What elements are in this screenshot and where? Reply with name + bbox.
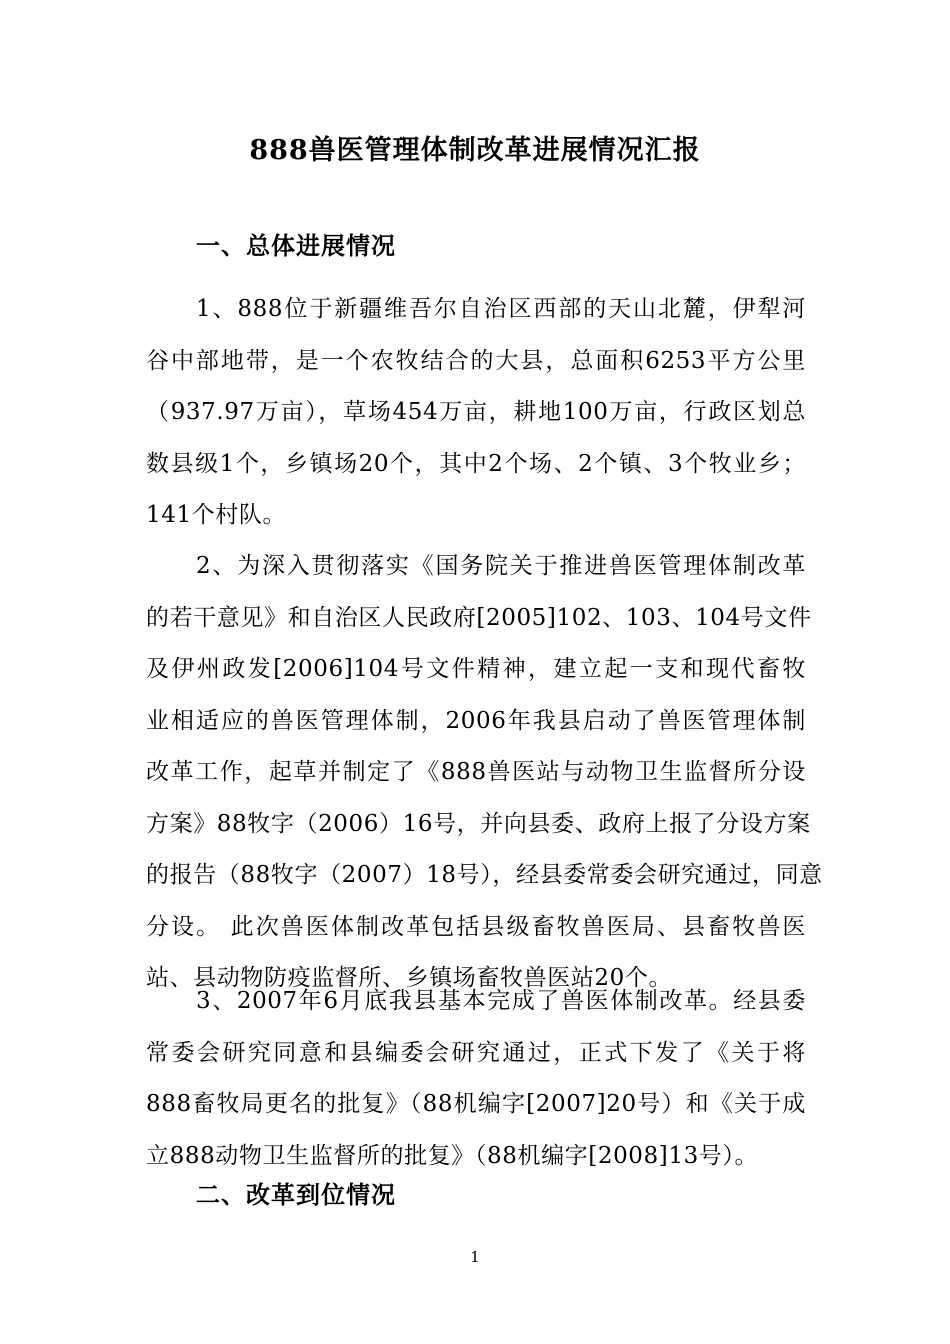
page-number: 1: [470, 1248, 480, 1266]
paragraph-line: 141个村队。: [146, 502, 287, 528]
paragraph-line: 站、县动物防疫监督所、乡镇场畜牧兽医站20个。: [146, 965, 673, 991]
paragraph-3: [146, 976, 806, 1182]
paragraph-line: 3、2007年6月底我县基本完成了兽医体制改革。经县委: [196, 988, 806, 1014]
paragraph-line: 改革工作，起草并制定了《888兽医站与动物卫生监督所分设: [146, 759, 806, 785]
paragraph-line: 方案》88牧字（2006）16号，并向县委、政府上报了分设方案: [146, 810, 811, 837]
paragraph-line: 立888动物卫生监督所的批复》（88机编字[2008]13号）。: [146, 1142, 759, 1169]
paragraph-line: 业相适应的兽医管理体制，2006年我县启动了兽医管理体制: [146, 707, 806, 734]
paragraph-line: 888畜牧局更名的批复》（88机编字[2007]20号）和《关于成: [146, 1091, 806, 1117]
paragraph-1: [146, 284, 806, 542]
paragraph-line: 分设。 此次兽医体制改革包括县级畜牧兽医局、县畜牧兽医: [146, 913, 806, 940]
paragraph-line: 谷中部地带，是一个农牧结合的大县，总面积6253平方公里: [146, 347, 806, 374]
paragraph-line: 1、888位于新疆维吾尔自治区西部的天山北麓，伊犁河: [196, 296, 806, 322]
paragraph-line: 及伊州政发[2006]104号文件精神，建立起一支和现代畜牧: [146, 656, 806, 682]
paragraph-line: 常委会研究同意和县编委会研究通过，正式下发了《关于将: [146, 1039, 806, 1066]
paragraph-line: 的若干意见》和自治区人民政府[2005]102、103、104号文件: [146, 604, 812, 631]
section-heading-reform-status: 二、改革到位情况: [196, 1180, 396, 1209]
paragraph-line: 数县级1个，乡镇场20个，其中2个场、2个镇、3个牧业乡；: [146, 450, 806, 477]
document-title: 888兽医管理体制改革进展情况汇报: [249, 135, 701, 166]
paragraph-line: （937.97万亩），草场454万亩，耕地100万亩，行政区划总: [146, 399, 806, 425]
paragraph-line: 的报告（88牧字（2007）18号），经县委常委会研究通过，同意: [146, 862, 823, 888]
section-heading-overall-progress: 一、总体进展情况: [196, 231, 396, 260]
paragraph-line: 2、为深入贯彻落实《国务院关于推进兽医管理体制改革: [196, 553, 806, 579]
paragraph-2: [146, 541, 823, 1005]
